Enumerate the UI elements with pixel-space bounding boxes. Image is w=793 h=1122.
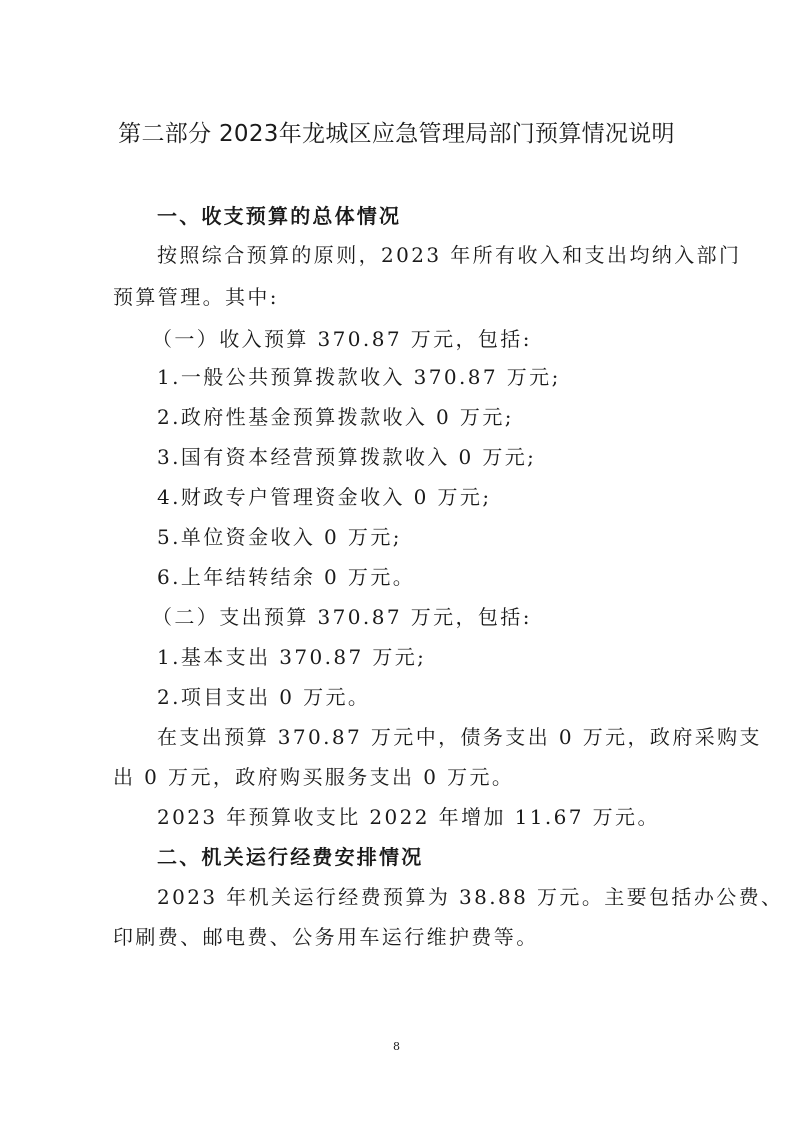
paragraph-operating-expenses-line-2: 印刷费、邮电费、公务用车运行维护费等。 <box>113 925 539 949</box>
expense-item: 2.项目支出 0 万元。 <box>157 685 371 709</box>
paragraph-expense-detail-line-2: 出 0 万元，政府购买服务支出 0 万元。 <box>113 765 515 789</box>
income-item: 4.财政专户管理资金收入 0 万元; <box>157 485 492 509</box>
income-item: 1.一般公共预算拨款收入 370.87 万元; <box>157 365 561 389</box>
expense-budget-heading: （二）支出预算 370.87 万元，包括: <box>152 605 532 629</box>
income-budget-heading: （一）收入预算 370.87 万元，包括: <box>152 327 532 351</box>
income-item: 2.政府性基金预算拨款收入 0 万元; <box>157 405 514 429</box>
paragraph-intro-line-2: 预算管理。其中: <box>113 285 279 309</box>
paragraph-expense-detail-line-1: 在支出预算 370.87 万元中，债务支出 0 万元，政府采购支 <box>157 725 762 749</box>
income-item: 3.国有资本经营预算拨款收入 0 万元; <box>157 445 537 469</box>
page-number: 8 <box>393 1040 400 1053</box>
paragraph-operating-expenses-line-1: 2023 年机关运行经费预算为 38.88 万元。主要包括办公费、 <box>157 885 784 909</box>
income-item: 6.上年结转结余 0 万元。 <box>157 565 416 589</box>
document-title: 第二部分 2023年龙城区应急管理局部门预算情况说明 <box>118 121 675 147</box>
section-heading-operating-expenses: 二、机关运行经费安排情况 <box>157 845 424 869</box>
expense-item: 1.基本支出 370.87 万元; <box>157 645 427 669</box>
paragraph-year-comparison: 2023 年预算收支比 2022 年增加 11.67 万元。 <box>157 805 660 829</box>
section-heading-budget-overview: 一、收支预算的总体情况 <box>157 204 402 228</box>
income-item: 5.单位资金收入 0 万元; <box>157 525 402 549</box>
paragraph-intro-line-1: 按照综合预算的原则，2023 年所有收入和支出均纳入部门 <box>157 243 742 267</box>
